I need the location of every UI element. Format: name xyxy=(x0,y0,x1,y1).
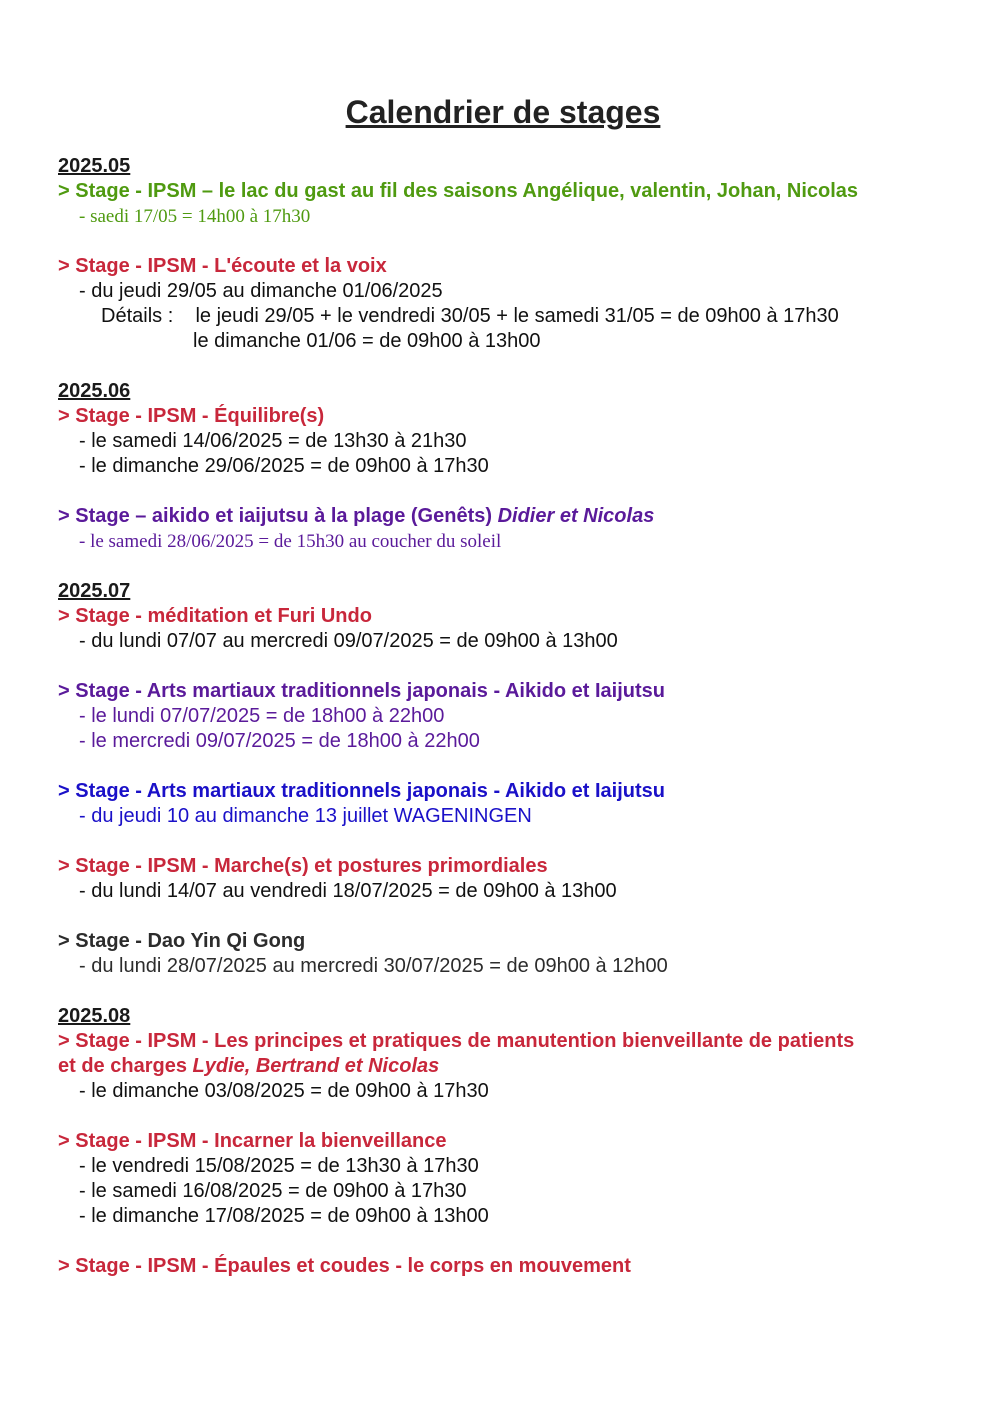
stage-title xyxy=(58,1029,858,1079)
stage-date: - le mercredi 09/07/2025 = de 18h00 à 22h00 xyxy=(79,730,480,752)
stage-date: - du jeudi 29/05 au dimanche 01/06/2025 xyxy=(79,280,443,302)
month-heading: 2025.05 xyxy=(58,155,131,177)
stage-date: - le samedi 14/06/2025 = de 13h30 à 21h30 xyxy=(79,430,467,452)
stage-title xyxy=(58,504,938,529)
stage-title: > Stage - méditation et Furi Undo xyxy=(58,605,372,627)
stage-details: le dimanche 01/06 = de 09h00 à 13h00 xyxy=(193,330,541,352)
spacer xyxy=(58,1104,938,1129)
month-heading: 2025.08 xyxy=(58,1005,131,1027)
stage-date: - le samedi 16/08/2025 = de 09h00 à 17h30 xyxy=(79,1180,467,1202)
stage-title: > Stage - Arts martiaux traditionnels japonais - Aikido et Iaijutsu xyxy=(58,680,665,702)
stage-date: - le samedi 28/06/2025 = de 15h30 au coucher du soleil xyxy=(79,531,502,552)
stage-date: - du lundi 14/07 au vendredi 18/07/2025 = de 09h00 à 13h00 xyxy=(79,880,617,902)
spacer xyxy=(58,979,938,1004)
stage-teachers: Lydie, Bertrand et Nicolas xyxy=(192,1055,440,1077)
stage-teachers: Didier et Nicolas xyxy=(497,505,655,527)
spacer xyxy=(58,1229,938,1254)
spacer xyxy=(58,829,938,854)
stage-title: > Stage - IPSM - Équilibre(s) xyxy=(58,405,325,427)
document xyxy=(58,92,938,1279)
stage-title-text: > Stage - IPSM - Les principes et pratiques de manutention bienveillante de patients et de charges xyxy=(58,1030,855,1077)
stage-date: - le vendredi 15/08/2025 = de 13h30 à 17h30 xyxy=(79,1155,479,1177)
stage-date: - le lundi 07/07/2025 = de 18h00 à 22h00 xyxy=(79,705,445,727)
month-heading: 2025.06 xyxy=(58,380,131,402)
stage-date: - saedi 17/05 = 14h00 à 17h30 xyxy=(79,206,311,227)
spacer xyxy=(58,654,938,679)
stage-title: > Stage - IPSM - L'écoute et la voix xyxy=(58,255,387,277)
spacer xyxy=(58,554,938,579)
spacer xyxy=(58,229,938,254)
spacer xyxy=(58,479,938,504)
stage-title: > Stage - Arts martiaux traditionnels japonais - Aikido et Iaijutsu xyxy=(58,780,665,802)
stage-date: - le dimanche 29/06/2025 = de 09h00 à 17h30 xyxy=(79,455,489,477)
stage-title: > Stage - Dao Yin Qi Gong xyxy=(58,930,306,952)
stage-date: - du lundi 28/07/2025 au mercredi 30/07/2025 = de 09h00 à 12h00 xyxy=(79,955,668,977)
stage-date: - le dimanche 17/08/2025 = de 09h00 à 13h00 xyxy=(79,1205,489,1227)
stage-title-text: > Stage – aikido et iaijutsu à la plage (Genêts) xyxy=(58,505,498,527)
stage-date: - le dimanche 03/08/2025 = de 09h00 à 17h30 xyxy=(79,1080,489,1102)
stage-title: > Stage - IPSM - Incarner la bienveillance xyxy=(58,1130,447,1152)
spacer xyxy=(58,754,938,779)
stage-title: > Stage - IPSM - Marche(s) et postures primordiales xyxy=(58,855,548,877)
stage-date: - du jeudi 10 au dimanche 13 juillet WAGENINGEN xyxy=(79,805,532,827)
page-title: Calendrier de stages xyxy=(345,94,661,130)
month-heading: 2025.07 xyxy=(58,580,131,602)
spacer xyxy=(58,904,938,929)
stage-date: - du lundi 07/07 au mercredi 09/07/2025 = de 09h00 à 13h00 xyxy=(79,630,618,652)
stage-details: Détails : le jeudi 29/05 + le vendredi 30/05 + le samedi 31/05 = de 09h00 à 17h30 xyxy=(101,305,839,327)
stage-title: > Stage - IPSM – le lac du gast au fil des saisons Angélique, valentin, Johan, Nicolas xyxy=(58,180,859,202)
stage-title: > Stage - IPSM - Épaules et coudes - le corps en mouvement xyxy=(58,1255,631,1277)
spacer xyxy=(58,354,938,379)
